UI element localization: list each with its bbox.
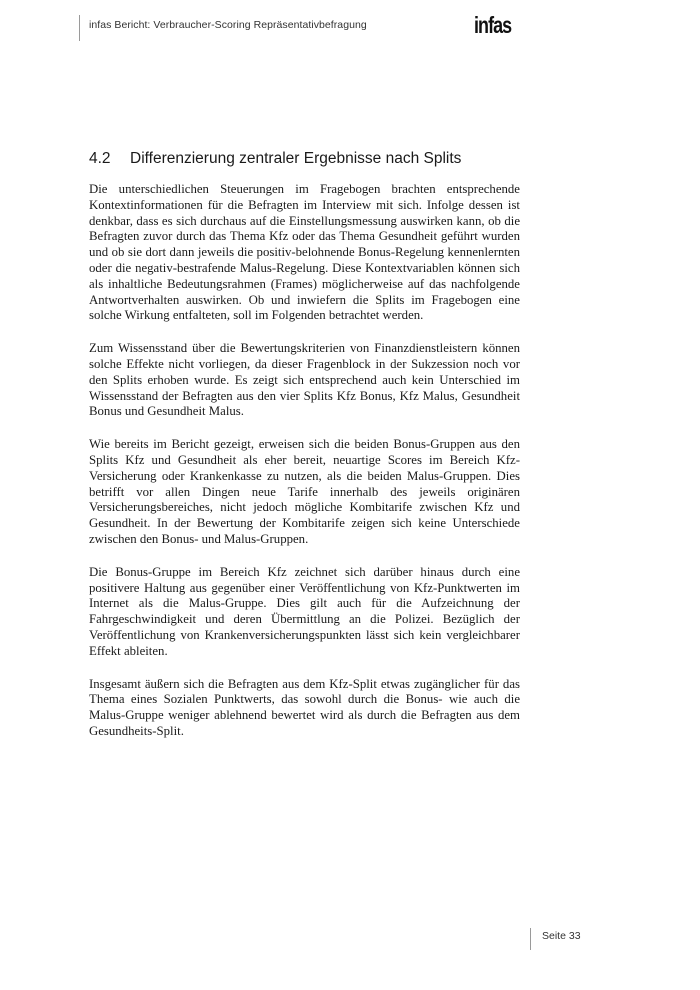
paragraph: Insgesamt äußern sich die Befragten aus dem Kfz-Split etwas zugänglicher für das Thema eines Sozialen Punktwerts, das sowohl durch die Bonus- wie auch die Malus-Gruppe weniger ablehnend bewertet wird als durch die Befragten aus dem Gesundheits-Split. bbox=[89, 676, 520, 738]
paragraph: Die Bonus-Gruppe im Bereich Kfz zeichnet sich darüber hinaus durch eine positivere Haltung aus gegenüber einer Veröffentlichung von Kfz-Punktwerten im Internet als die Malus-Gruppe. Dies gilt auch für die Aufzeichnung der Fahrgeschwindigkeit und deren Übermittlung an die Polizei. Bezüglich der Veröffentlichung von Krankenversicherungspunkten lässt sich kein vergleichbarer Effekt ableiten. bbox=[89, 564, 520, 658]
infas-logo: infas bbox=[474, 12, 512, 38]
footer-divider bbox=[530, 928, 531, 950]
body-text bbox=[89, 182, 520, 757]
paragraph: Die unterschiedlichen Steuerungen im Fragebogen brachten entsprechende Kontextinformationen für die Befragten im Interview mit sich. Infolge dessen ist denkbar, dass es sich durchaus auf die Einstellungsmessung auswirken kann, ob die Befragten zuvor durch das Thema Kfz oder das Thema Gesundheit geführt wurden und ob sie dort dann jeweils die positiv-belohnende Bonus-Regelung kennenlernten oder die negativ-bestrafende Malus-Regelung. Diese Kontextvariablen können sich als inhaltliche Bedeutungsrahmen (Frames) möglicherweise auf das nachfolgende Antwortverhalten auswirken. Ob und inwiefern die Splits im Fragebogen eine solche Wirkung entfalteten, soll im Folgenden betrachtet werden. bbox=[89, 182, 520, 323]
page-number: Seite 33 bbox=[542, 930, 581, 942]
report-header-title: infas Bericht: Verbraucher-Scoring Repräsentativbefragung bbox=[89, 19, 367, 31]
header-divider bbox=[79, 15, 80, 41]
section-title: Differenzierung zentraler Ergebnisse nach Splits bbox=[130, 150, 462, 167]
section-number: 4.2 bbox=[89, 150, 111, 167]
paragraph: Wie bereits im Bericht gezeigt, erweisen sich die beiden Bonus-Gruppen aus den Splits Kfz und Gesundheit als eher bereit, neuartige Scores im Bereich Kfz-Versicherung oder Krankenkasse zu nutzen, als die beiden Malus-Gruppen. Dies betrifft vor allen Dingen neue Tarife innerhalb des jeweils originären Versicherungsbereiches, nicht jedoch mögliche Kombitarife zwischen Kfz und Gesundheit. In der Bewertung der Kombitarife zeigen sich keine Unterschiede zwischen den Bonus- und Malus-Gruppen. bbox=[89, 437, 520, 546]
section-heading bbox=[89, 150, 461, 168]
paragraph: Zum Wissensstand über die Bewertungskriterien von Finanzdienstleistern können solche Effekte nicht vorliegen, da dieser Fragenblock in der Sukzession noch vor den Splits erhoben wurde. Es zeigt sich entsprechend auch kein Unterschied im Wissensstand der Befragten aus den vier Splits Kfz Bonus, Kfz Malus, Gesundheit Bonus und Gesundheit Malus. bbox=[89, 341, 520, 419]
